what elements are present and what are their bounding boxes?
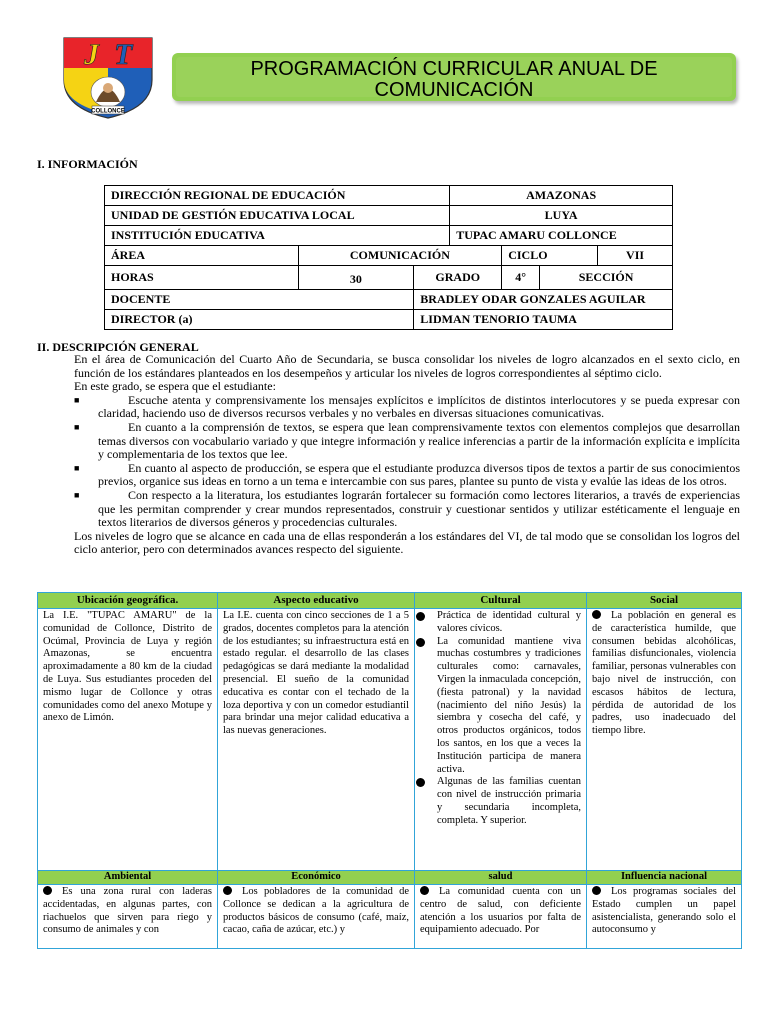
description-body — [74, 353, 740, 557]
title-banner — [172, 53, 736, 101]
bullet-icon — [416, 778, 425, 787]
table-row — [105, 206, 673, 226]
column-header: salud — [415, 871, 587, 885]
info-label: DOCENTE — [105, 290, 414, 310]
column-header: Ambiental — [38, 871, 218, 885]
list-item: ■ Con respecto a la literatura, los estudiantes lograrán fortalecer su formación como lectores literarios, a través de experiencias que les permitan comprender y crear mundos representados, construir y cuestionar sentidos y utilizar estéticamente el lenguaje en textos literarios de diversos géneros y procedencias culturales. — [74, 487, 740, 530]
bullet-icon — [592, 610, 601, 619]
info-label: SECCIÓN — [540, 266, 673, 290]
table-header-row — [38, 593, 742, 609]
list-item: Práctica de identidad cultural y valores cívicos. — [420, 610, 581, 636]
cell-economico: Los pobladores de la comunidad de Collonce se dedican a la agricultura de productos básicos de consumo (café, maíz, cacao, caña de azúcar, etc.) y — [218, 885, 415, 949]
cell-educativo: La I.E. cuenta con cinco secciones de 1 a 5 grados, docentes completos para la atención de los estudiantes; su infraestructura está en estado regular. el desarrollo de las clases pedagógicas se dará mediante la modalidad presencial. El sueño de la comunidad educativa es contar con el techado de la loza deportiva y con un comedor estudiantil para brindar una mejor calidad educativa a las nuevas generaciones. — [218, 609, 415, 871]
table-row — [105, 246, 673, 266]
square-bullet-icon: ■ — [74, 489, 80, 500]
info-value: TUPAC AMARU COLLONCE — [450, 226, 673, 246]
info-label: DIRECCIÓN REGIONAL DE EDUCACIÓN — [105, 186, 450, 206]
cell-social: La población en general es de característica humilde, que consumen bebidas alcohólicas, familias disfuncionales, violencia familiar, personas vulnerables con bajo nivel de instrucción, con escasos hábitos de lectura, pérdida de autoridad de los padres, uso inadecuado del tiempo libre. — [587, 609, 742, 871]
info-value: LUYA — [450, 206, 673, 226]
page-title: PROGRAMACIÓN CURRICULAR ANUAL DE COMUNICACIÓN — [250, 58, 658, 101]
table-row — [105, 226, 673, 246]
list-item: La comunidad mantiene viva muchas costumbres y tradiciones culturales como: carnavales, Virgen la inmaculada concepción, (fiesta patronal) y la navidad (nacimiento del niño Jesús) la siembra y cosecha del café, y otros productos orgánicos, todos los santos, en los que a veces la Institución participa de manera activa. — [420, 636, 581, 777]
svg-text:T: T — [114, 38, 133, 71]
cell-ubicacion: La I.E. "TUPAC AMARU" de la comunidad de Collonce, Distrito de Ocúmal, Provincia de Luya y región Amazonas, se encuentra aproximadamente a 80 km de la ciudad de Luya. Sus estudiantes proceden del mismo lugar de Collonce y otras comunidades como del anexo Motupe y anexo de Limón. — [38, 609, 218, 871]
info-table — [104, 185, 673, 330]
description-closing: Los niveles de logro que se alcance en cada una de ellas responderán a los estándares del VI, de tal modo que se consolidan los logros del ciclo anterior, pero con determinados avances respecto del siguiente. — [74, 528, 740, 557]
info-label: INSTITUCIÓN EDUCATIVA — [105, 226, 450, 246]
table-row — [105, 186, 673, 206]
context-table — [37, 592, 742, 949]
svg-text:J: J — [84, 38, 99, 71]
list-item: ■ En cuanto a la comprensión de textos, se espera que lean comprensivamente textos con elementos complejos que desarrollan temas diversos con vocabulario variado y que integre información y realice inferencias a partir de la información explícita e implícita y complementaria de los textos que lee. — [74, 419, 740, 462]
info-label: DIRECTOR (a) — [105, 310, 414, 330]
info-value: LIDMAN TENORIO TAUMA — [414, 310, 673, 330]
table-row — [38, 885, 742, 949]
section-info-heading: I. INFORMACIÓN — [37, 157, 138, 171]
column-header: Cultural — [415, 593, 587, 609]
column-header: Aspecto educativo — [218, 593, 415, 609]
cell-ambiental: Es una zona rural con laderas accidentadas, en algunas partes, con riachuelos que sirven para riego y consumo de animales y con — [38, 885, 218, 949]
column-header: Influencia nacional — [587, 871, 742, 885]
bullet-icon — [416, 638, 425, 647]
section-description-heading: II. DESCRIPCIÓN GENERAL — [37, 340, 199, 354]
table-row — [105, 290, 673, 310]
bullet-icon — [416, 612, 425, 621]
info-value: BRADLEY ODAR GONZALES AGUILAR — [414, 290, 673, 310]
bullet-icon — [43, 886, 52, 895]
school-logo — [62, 36, 154, 120]
square-bullet-icon: ■ — [74, 421, 80, 432]
info-label: HORAS — [105, 266, 299, 290]
table-row — [105, 266, 673, 290]
table-row — [105, 310, 673, 330]
info-value: VII — [598, 246, 673, 266]
info-value: 4° — [502, 266, 540, 290]
square-bullet-icon: ■ — [74, 394, 80, 405]
description-lead: En este grado, se espera que el estudiante: — [74, 379, 276, 394]
column-header: Económico — [218, 871, 415, 885]
info-value: AMAZONAS — [450, 186, 673, 206]
bullet-icon — [420, 886, 429, 895]
info-label: CICLO — [502, 246, 598, 266]
table-header-row — [38, 871, 742, 885]
info-label: GRADO — [414, 266, 502, 290]
description-intro: En el área de Comunicación del Cuarto Año de Secundaria, se busca consolidar los niveles de logro alcanzados en el sexto ciclo, en función de los estándares planteados en los desempeños y articular los niveles de logros correspondientes al séptimo ciclo. — [74, 352, 740, 380]
info-value: COMUNICACIÓN — [298, 246, 502, 266]
column-header: Ubicación geográfica. — [38, 593, 218, 609]
info-label: ÁREA — [105, 246, 299, 266]
cell-cultural — [415, 609, 587, 871]
bullet-icon — [592, 886, 601, 895]
info-label: UNIDAD DE GESTIÓN EDUCATIVA LOCAL — [105, 206, 450, 226]
list-item: ■ Escuche atenta y comprensivamente los mensajes explícitos e implícitos de distintos interlocutores y se pueda expresar con claridad, haciendo uso de diversos recursos verbales y no verbales en diversas situaciones comunicativas. — [74, 392, 740, 421]
cell-nacional: Los programas sociales del Estado cumplen un papel asistencialista, generando solo el autoconsumo y — [587, 885, 742, 949]
list-item: Algunas de las familias cuentan con nivel de instrucción primaria y secundaria incompleta, completa. Y superior. — [420, 776, 581, 827]
table-row — [38, 609, 742, 871]
logo-caption: COLLONCE — [91, 108, 125, 115]
bullet-icon — [223, 886, 232, 895]
square-bullet-icon: ■ — [74, 462, 80, 473]
column-header: Social — [587, 593, 742, 609]
cell-salud: La comunidad cuenta con un centro de salud, con deficiente atención a los usuarios por falta de equipamiento adecuado. Por — [415, 885, 587, 949]
info-value: 30 — [298, 266, 414, 290]
list-item: ■ En cuanto al aspecto de producción, se espera que el estudiante produzca diversos tipos de textos a partir de sus conocimientos previos, organice sus ideas en torno a un tema e intercambie con sus pares, plantee su punto de vista y evalúe las ideas de los otros. — [74, 460, 740, 489]
